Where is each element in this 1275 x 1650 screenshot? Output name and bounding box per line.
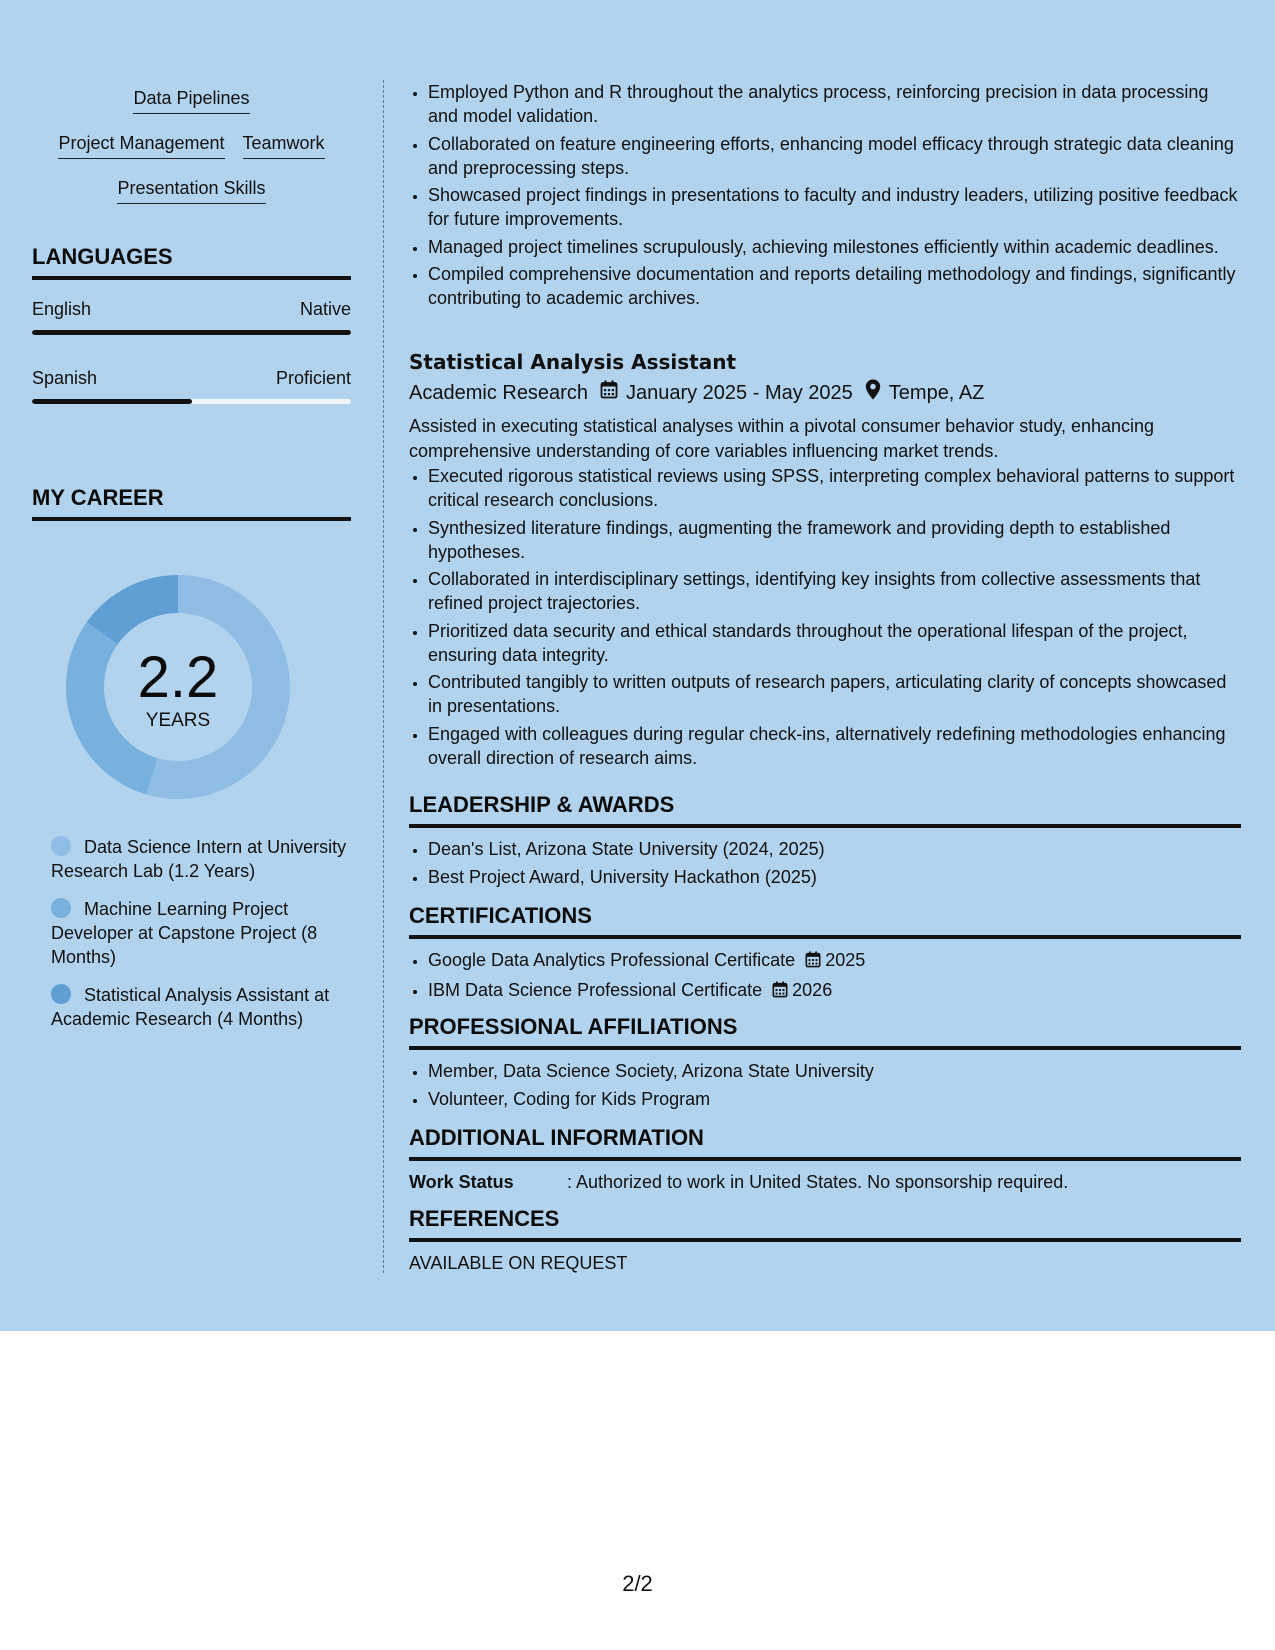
affiliations-section	[409, 1013, 1241, 1114]
job-location: Tempe, AZ	[888, 382, 985, 404]
column-divider	[383, 80, 384, 1273]
certifications-section	[409, 902, 1241, 1007]
leadership-heading: LEADERSHIP & AWARDS	[409, 792, 675, 817]
calendar-icon	[805, 950, 821, 974]
legend-dot-icon	[51, 898, 71, 918]
previous-job-bullets	[409, 80, 1241, 314]
certification-item	[428, 978, 1241, 1004]
location-pin-icon	[865, 379, 881, 407]
skill-chip: Project Management	[58, 131, 224, 159]
bullet-item: • Engaged with colleagues during regular check-ins, alternatively redefining methodologies enhancing overall direction of research aims.	[428, 722, 1241, 770]
section-rule	[32, 276, 351, 280]
language-proficiency-fill	[32, 399, 192, 404]
bullet-item: • Synthesized literature findings, augmenting the framework and providing depth to established hypotheses.	[428, 516, 1241, 564]
award-item: • Best Project Award, University Hackathon (2025)	[428, 865, 1241, 889]
section-rule	[409, 1046, 1241, 1050]
bullet-item: • Executed rigorous statistical reviews using SPSS, interpreting complex behavioral patterns to support critical research conclusions.	[428, 464, 1241, 512]
certification-name: Google Data Analytics Professional Certificate	[428, 950, 796, 970]
section-rule	[32, 517, 351, 521]
section-rule	[409, 935, 1241, 939]
certification-item	[428, 948, 1241, 974]
left-column	[32, 0, 351, 1331]
skill-chip: Teamwork	[243, 131, 325, 159]
section-rule	[409, 1238, 1241, 1242]
calendar-icon	[772, 980, 788, 1004]
language-name: English	[32, 299, 92, 319]
job-meta	[409, 379, 1241, 407]
certification-name: IBM Data Science Professional Certificate	[428, 979, 763, 1000]
leadership-section	[409, 791, 1241, 892]
language-name: Spanish	[32, 368, 98, 388]
career-total-years: 2.2	[137, 645, 219, 710]
language-item	[32, 366, 351, 404]
page-number: 2/2	[622, 1571, 653, 1596]
section-rule	[409, 824, 1241, 828]
skill-chip: Data Pipelines	[133, 86, 249, 114]
legend-dot-icon	[51, 984, 71, 1004]
job-entry	[409, 349, 1241, 773]
job-summary: Assisted in executing statistical analyses within a pivotal consumer behavior study, enhancing comprehensive understanding of core variables influencing market trends.	[409, 416, 1155, 461]
career-years-label: YEARS	[145, 710, 211, 731]
bullet-item: • Contributed tangibly to written outputs of research papers, articulating clarity of concepts showcased in presentations.	[428, 670, 1241, 718]
section-rule	[409, 1157, 1241, 1161]
language-item	[32, 297, 351, 335]
legend-label: Statistical Analysis Assistant at Academic Research (4 Months)	[51, 985, 330, 1029]
bullet-item: • Employed Python and R throughout the analytics process, reinforcing precision in data processing and model validation.	[428, 80, 1241, 128]
work-status-label: Work Status	[409, 1172, 514, 1192]
bullet-item: • Collaborated on feature engineering efforts, enhancing model efficacy through strategic data cleaning and preprocessing steps.	[428, 132, 1241, 180]
legend-label: Machine Learning Project Developer at Capstone Project (8 Months)	[51, 899, 318, 967]
work-status-value: : Authorized to work in United States. No sponsorship required.	[567, 1172, 1069, 1192]
career-heading: MY CAREER	[32, 485, 164, 510]
bullet-item: • Managed project timelines scrupulously, achieving milestones efficiently within academic deadlines.	[428, 235, 1241, 259]
languages-heading: LANGUAGES	[32, 244, 173, 269]
legend-item	[51, 897, 351, 969]
language-proficiency-bar	[32, 330, 351, 335]
legend-item	[51, 835, 351, 883]
affiliations-heading: PROFESSIONAL AFFILIATIONS	[409, 1014, 738, 1039]
additional-info-heading: ADDITIONAL INFORMATION	[409, 1125, 704, 1150]
career-donut-chart	[66, 575, 290, 799]
additional-info-section	[409, 1124, 1241, 1194]
language-level: Proficient	[275, 368, 351, 388]
affiliation-item: • Member, Data Science Society, Arizona State University	[428, 1059, 1241, 1083]
career-section	[32, 484, 351, 521]
language-proficiency-fill	[32, 330, 351, 335]
language-proficiency-bar	[32, 399, 351, 404]
right-column	[409, 0, 1241, 1331]
languages-section	[32, 243, 351, 280]
bullet-item: • Showcased project findings in presentations to faculty and industry leaders, utilizing positive feedback for future improvements.	[428, 183, 1241, 231]
bullet-item: • Compiled comprehensive documentation and reports detailing methodology and findings, significantly contributing to academic archives.	[428, 262, 1241, 310]
affiliation-item: • Volunteer, Coding for Kids Program	[428, 1087, 1241, 1111]
bullet-item: • Prioritized data security and ethical standards throughout the operational lifespan of the project, ensuring data integrity.	[428, 619, 1241, 667]
references-section	[409, 1205, 1241, 1275]
language-level: Native	[299, 299, 351, 319]
skills-list	[32, 86, 351, 221]
job-organization: Academic Research	[409, 382, 588, 404]
job-dates: January 2025 - May 2025	[625, 382, 853, 404]
legend-dot-icon	[51, 836, 71, 856]
certification-year: 2026	[792, 979, 833, 1000]
calendar-icon	[600, 380, 618, 406]
skill-chip: Presentation Skills	[117, 176, 265, 204]
certifications-heading: CERTIFICATIONS	[409, 903, 592, 928]
certification-year: 2025	[825, 950, 866, 970]
legend-item	[51, 983, 351, 1031]
references-heading: REFERENCES	[409, 1206, 560, 1231]
award-item: • Dean's List, Arizona State University (2024, 2025)	[428, 837, 1241, 861]
work-status-row	[409, 1170, 1241, 1194]
bullet-item: • Collaborated in interdisciplinary settings, identifying key insights from collective assessments that refined project trajectories.	[428, 567, 1241, 615]
legend-label: Data Science Intern at University Research Lab (1.2 Years)	[51, 837, 347, 881]
references-text: AVAILABLE ON REQUEST	[409, 1253, 628, 1273]
career-legend	[51, 835, 351, 1045]
job-title: Statistical Analysis Assistant	[409, 350, 737, 374]
